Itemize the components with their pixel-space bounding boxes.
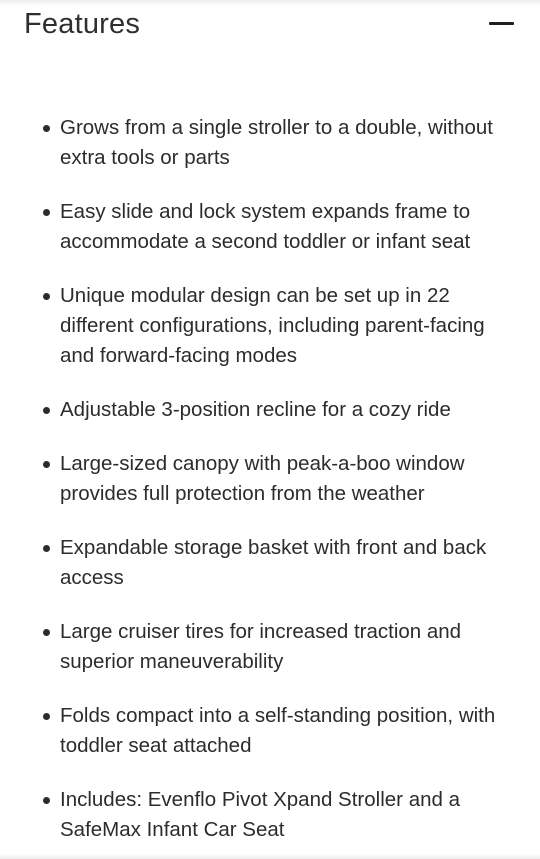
list-item: [0, 281, 540, 371]
bullet-icon: [43, 545, 50, 552]
bullet-icon: [43, 293, 50, 300]
feature-text: Large-sized canopy with peak-a-boo window provides full protection from the weather: [60, 452, 465, 505]
feature-text: Grows from a single stroller to a double, without extra tools or parts: [60, 116, 493, 169]
bottom-shadow: [0, 854, 540, 859]
feature-text: Large cruiser tires for increased traction and superior maneuverability: [60, 620, 462, 673]
feature-text: Includes: Evenflo Pivot Xpand Stroller and a SafeMax Infant Car Seat: [60, 788, 460, 841]
list-item: [0, 449, 540, 509]
list-item: [0, 785, 540, 845]
bullet-icon: [43, 407, 50, 414]
feature-text: Easy slide and lock system expands frame to accommodate a second toddler or infant seat: [60, 200, 471, 253]
feature-text: Folds compact into a self-standing position, with toddler seat attached: [60, 704, 496, 757]
list-item: [0, 113, 540, 173]
list-item: [0, 617, 540, 677]
collapse-button[interactable]: [484, 8, 520, 40]
feature-text: Expandable storage basket with front and back access: [60, 536, 487, 589]
list-item: [0, 395, 540, 425]
feature-text: Unique modular design can be set up in 22 different configurations, including parent-facing and forward-facing modes: [60, 284, 485, 367]
accordion-header[interactable]: [0, 0, 540, 50]
features-list: [0, 113, 540, 859]
feature-text: Adjustable 3-position recline for a cozy ride: [60, 398, 451, 421]
bullet-icon: [43, 797, 50, 804]
bullet-icon: [43, 713, 50, 720]
section-title: Features: [24, 8, 141, 40]
bullet-icon: [43, 461, 50, 468]
list-item: [0, 533, 540, 593]
bullet-icon: [43, 125, 50, 132]
list-item: [0, 701, 540, 761]
list-item: [0, 197, 540, 257]
minus-icon: [489, 22, 514, 25]
bullet-icon: [43, 209, 50, 216]
bullet-icon: [43, 629, 50, 636]
